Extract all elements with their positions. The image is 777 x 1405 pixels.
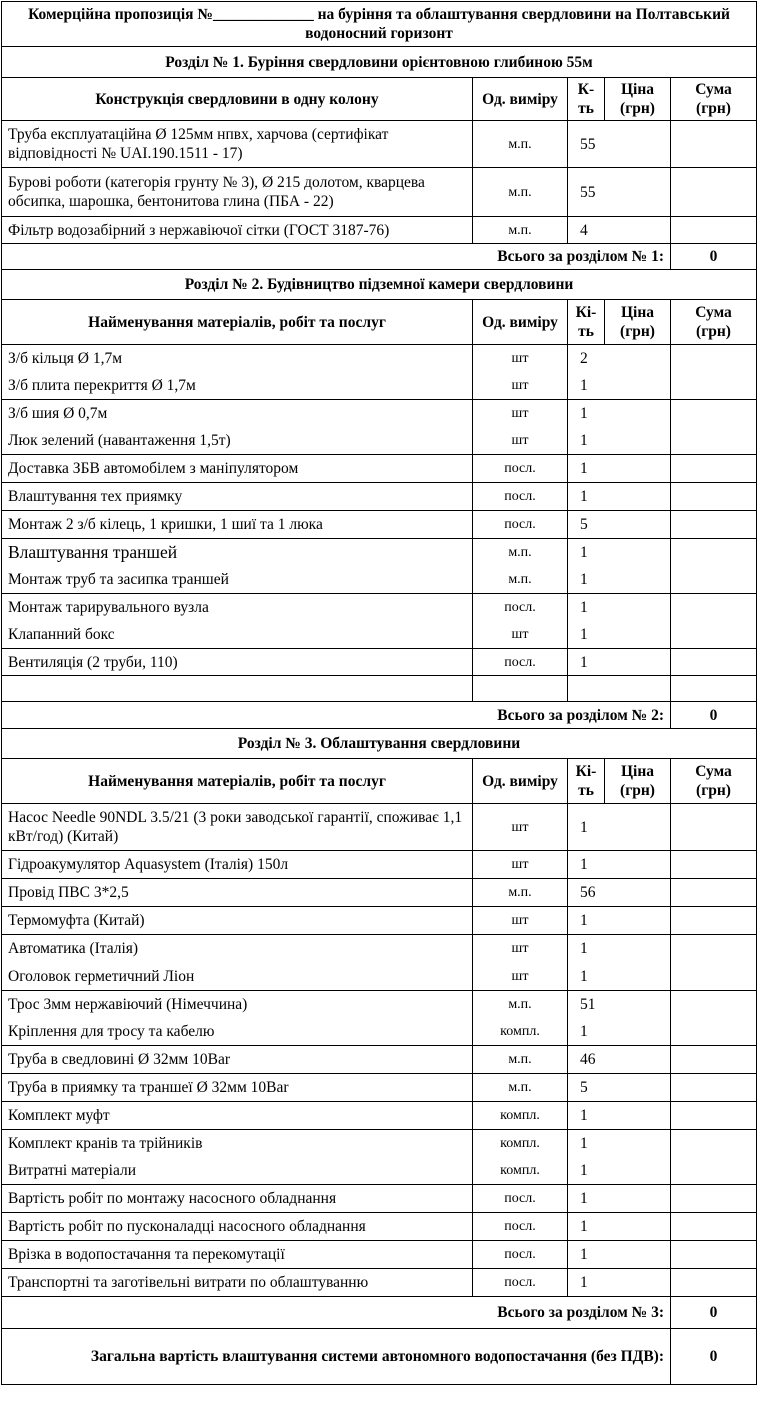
item-qty: 1 (568, 1019, 671, 1046)
item-unit: шт (473, 907, 568, 935)
table-row (2, 851, 757, 879)
item-name: Труба експлуатаційна Ø 125мм нпвх, харчова (сертифікат відповідності № UAI.190.1511 - 17) (2, 121, 473, 168)
item-sum (671, 217, 757, 244)
empty-cell (671, 676, 757, 702)
section-1-title-row (2, 47, 757, 78)
item-qty: 1 (568, 851, 671, 879)
item-name: Труба в сведловині Ø 32мм 10Bar (2, 1046, 473, 1074)
table-row (2, 1019, 757, 1046)
grand-total-label: Загальна вартість влаштування системи автономного водопостачання (без ПДВ): (2, 1329, 671, 1385)
qty-column-header: К-ть (568, 78, 605, 121)
item-name: Автоматика (Італія) (2, 935, 473, 963)
empty-row (2, 676, 757, 702)
table-row (2, 622, 757, 649)
section-3-header-row (2, 759, 757, 804)
table-row (2, 879, 757, 907)
item-unit: посл. (473, 1185, 568, 1213)
name-column-header: Конструкція свердловини в одну колону (2, 78, 473, 121)
table-row (2, 217, 757, 244)
section-1-header-row (2, 78, 757, 121)
item-sum (671, 400, 757, 455)
section-1-title: Розділ № 1. Буріння свердловини орієнтовною глибиною 55м (2, 47, 757, 78)
table-row (2, 168, 757, 217)
item-qty: 1 (568, 1269, 671, 1297)
item-sum (671, 168, 757, 217)
item-unit: посл. (473, 1269, 568, 1297)
item-unit: посл. (473, 511, 568, 539)
item-name: З/б кільця Ø 1,7м (2, 345, 473, 373)
item-qty: 1 (568, 428, 671, 455)
table-row (2, 121, 757, 168)
table-row (2, 1158, 757, 1185)
item-qty: 56 (568, 879, 671, 907)
item-name: Оголовок герметичний Ліон (2, 963, 473, 991)
item-sum (671, 1074, 757, 1102)
item-qty: 2 (568, 345, 671, 373)
item-sum (671, 804, 757, 851)
item-unit: посл. (473, 649, 568, 676)
item-qty: 1 (568, 804, 671, 851)
empty-cell (473, 676, 568, 702)
grand-total-value: 0 (671, 1329, 757, 1385)
table-row (2, 1185, 757, 1213)
item-name: Витратні матеріали (2, 1158, 473, 1185)
table-row (2, 963, 757, 991)
item-unit: шт (473, 622, 568, 649)
sum-column-header: Сума (грн) (671, 78, 757, 121)
item-name: Вентиляція (2 труби, 110) (2, 649, 473, 676)
item-unit: шт (473, 428, 568, 455)
item-name: Доставка ЗБВ автомобілем з маніпулятором (2, 455, 473, 483)
item-sum (671, 539, 757, 594)
price-column-header: Ціна (грн) (605, 78, 671, 121)
item-unit: посл. (473, 455, 568, 483)
item-qty: 5 (568, 511, 671, 539)
table-row (2, 1102, 757, 1130)
name-column-header: Найменування матеріалів, робіт та послуг (2, 300, 473, 345)
section-3-title: Розділ № 3. Облаштування свердловини (2, 729, 757, 759)
table-row (2, 428, 757, 455)
item-qty: 1 (568, 539, 671, 567)
item-unit: шт (473, 935, 568, 963)
sum-column-header: Сума (грн) (671, 759, 757, 804)
section-3-total-label: Всього за розділом № 3: (2, 1297, 671, 1329)
item-name: Фільтр водозабірний з нержавіючої сітки (ГОСТ 3187-76) (2, 217, 473, 244)
item-unit: компл. (473, 1158, 568, 1185)
item-qty: 1 (568, 907, 671, 935)
table-row (2, 935, 757, 963)
section-1-total-value: 0 (671, 244, 757, 270)
item-unit: шт (473, 345, 568, 373)
item-unit: м.п. (473, 539, 568, 567)
item-qty: 1 (568, 400, 671, 428)
item-unit: посл. (473, 594, 568, 622)
table-row (2, 345, 757, 373)
section-3-title-row (2, 729, 757, 759)
section-2-title: Розділ № 2. Будівництво підземної камери свердловини (2, 270, 757, 300)
grand-total-row (2, 1329, 757, 1385)
unit-column-header: Од. виміру (473, 759, 568, 804)
price-column-header: Ціна (грн) (605, 300, 671, 345)
item-unit: м.п. (473, 217, 568, 244)
item-unit: м.п. (473, 879, 568, 907)
item-sum (671, 991, 757, 1046)
item-name: Насос Needle 90NDL 3.5/21 (3 роки заводської гарантії, споживає 1,1 кВт/год) (Китай) (2, 804, 473, 851)
item-name: Провід ПВС 3*2,5 (2, 879, 473, 907)
table-row (2, 1130, 757, 1158)
item-qty: 1 (568, 455, 671, 483)
item-qty: 1 (568, 1158, 671, 1185)
item-unit: посл. (473, 1241, 568, 1269)
item-sum (671, 879, 757, 907)
sum-column-header: Сума (грн) (671, 300, 757, 345)
table-row (2, 649, 757, 676)
unit-column-header: Од. виміру (473, 78, 568, 121)
item-unit: шт (473, 804, 568, 851)
item-name: Врізка в водопостачання та перекомутації (2, 1241, 473, 1269)
document-title-row (2, 2, 757, 47)
item-qty: 1 (568, 594, 671, 622)
section-3-total-value: 0 (671, 1297, 757, 1329)
section-1-total-row (2, 244, 757, 270)
item-sum (671, 851, 757, 879)
item-unit: шт (473, 373, 568, 400)
table-row (2, 804, 757, 851)
item-qty: 1 (568, 935, 671, 963)
item-unit: м.п. (473, 168, 568, 217)
item-name: Транспортні та заготівельні витрати по облаштуванню (2, 1269, 473, 1297)
unit-column-header: Од. виміру (473, 300, 568, 345)
section-2-title-row (2, 270, 757, 300)
item-name: Бурові роботи (категорія грунту № 3), Ø 215 долотом, кварцева обсипка, шарошка, бентонитова глина (ПБА - 22) (2, 168, 473, 217)
item-unit: м.п. (473, 567, 568, 594)
table-row (2, 991, 757, 1019)
item-name: Комплект кранів та трійників (2, 1130, 473, 1158)
item-name: Трос 3мм нержавіючий (Німеччина) (2, 991, 473, 1019)
table-row (2, 539, 757, 567)
table-row (2, 1213, 757, 1241)
item-name: Люк зелений (навантаження 1,5т) (2, 428, 473, 455)
table-row (2, 455, 757, 483)
section-2-total-row (2, 702, 757, 729)
item-name: Монтаж 2 з/б кілець, 1 кришки, 1 шиї та 1 люка (2, 511, 473, 539)
item-name: З/б шия Ø 0,7м (2, 400, 473, 428)
item-qty: 1 (568, 649, 671, 676)
item-sum (671, 345, 757, 400)
offer-table (1, 1, 757, 1385)
section-2-total-label: Всього за розділом № 2: (2, 702, 671, 729)
item-unit: шт (473, 400, 568, 428)
item-unit: шт (473, 963, 568, 991)
table-row (2, 400, 757, 428)
item-qty: 1 (568, 373, 671, 400)
section-2-total-value: 0 (671, 702, 757, 729)
item-sum (671, 455, 757, 483)
item-sum (671, 907, 757, 935)
item-unit: м.п. (473, 1074, 568, 1102)
item-sum (671, 649, 757, 676)
table-row (2, 594, 757, 622)
item-sum (671, 594, 757, 649)
item-qty: 55 (568, 168, 671, 217)
item-sum (671, 511, 757, 539)
item-unit: м.п. (473, 121, 568, 168)
item-name: Кріплення для тросу та кабелю (2, 1019, 473, 1046)
empty-cell (568, 676, 671, 702)
item-qty: 1 (568, 1102, 671, 1130)
item-name: Вартість робіт по пусконаладці насосного обладнання (2, 1213, 473, 1241)
item-qty: 55 (568, 121, 671, 168)
item-name: Влаштування траншей (2, 539, 473, 567)
item-name: Вартість робіт по монтажу насосного обладнання (2, 1185, 473, 1213)
item-sum (671, 1241, 757, 1269)
item-qty: 1 (568, 622, 671, 649)
item-qty: 5 (568, 1074, 671, 1102)
item-qty: 46 (568, 1046, 671, 1074)
table-row (2, 373, 757, 400)
item-name: Гідроакумулятор Aquasystem (Італія) 150л (2, 851, 473, 879)
empty-cell (2, 676, 473, 702)
item-name: Клапанний бокс (2, 622, 473, 649)
item-name: Термомуфта (Китай) (2, 907, 473, 935)
qty-column-header: Кі-ть (568, 300, 605, 345)
item-sum (671, 935, 757, 991)
name-column-header: Найменування матеріалів, робіт та послуг (2, 759, 473, 804)
item-unit: компл. (473, 1130, 568, 1158)
item-sum (671, 1046, 757, 1074)
item-sum (671, 483, 757, 511)
item-unit: шт (473, 851, 568, 879)
item-unit: посл. (473, 483, 568, 511)
item-name: Монтаж труб та засипка траншей (2, 567, 473, 594)
item-sum (671, 1269, 757, 1297)
item-name: З/б плита перекриття Ø 1,7м (2, 373, 473, 400)
item-sum (671, 1185, 757, 1213)
item-sum (671, 121, 757, 168)
item-name: Монтаж тарирувального вузла (2, 594, 473, 622)
item-qty: 1 (568, 963, 671, 991)
item-unit: посл. (473, 1213, 568, 1241)
item-qty: 4 (568, 217, 671, 244)
qty-column-header: Кі-ть (568, 759, 605, 804)
item-qty: 1 (568, 1130, 671, 1158)
section-2-header-row (2, 300, 757, 345)
table-row (2, 511, 757, 539)
item-qty: 1 (568, 483, 671, 511)
table-row (2, 907, 757, 935)
item-unit: м.п. (473, 1046, 568, 1074)
price-column-header: Ціна (грн) (605, 759, 671, 804)
item-qty: 1 (568, 567, 671, 594)
table-row (2, 567, 757, 594)
table-row (2, 483, 757, 511)
item-sum (671, 1130, 757, 1185)
section-1-total-label: Всього за розділом № 1: (2, 244, 671, 270)
section-3-total-row (2, 1297, 757, 1329)
table-row (2, 1269, 757, 1297)
item-qty: 1 (568, 1213, 671, 1241)
document-title: Комерційна пропозиція №_____________ на буріння та облаштування свердловини на Полтавський водоносний горизонт (2, 2, 757, 47)
table-row (2, 1046, 757, 1074)
table-row (2, 1074, 757, 1102)
item-unit: м.п. (473, 991, 568, 1019)
item-qty: 1 (568, 1241, 671, 1269)
item-name: Труба в приямку та траншеї Ø 32мм 10Bar (2, 1074, 473, 1102)
item-qty: 51 (568, 991, 671, 1019)
item-name: Комплект муфт (2, 1102, 473, 1130)
item-sum (671, 1213, 757, 1241)
item-qty: 1 (568, 1185, 671, 1213)
item-unit: компл. (473, 1102, 568, 1130)
item-sum (671, 1102, 757, 1130)
item-name: Влаштування тех приямку (2, 483, 473, 511)
item-unit: компл. (473, 1019, 568, 1046)
table-row (2, 1241, 757, 1269)
